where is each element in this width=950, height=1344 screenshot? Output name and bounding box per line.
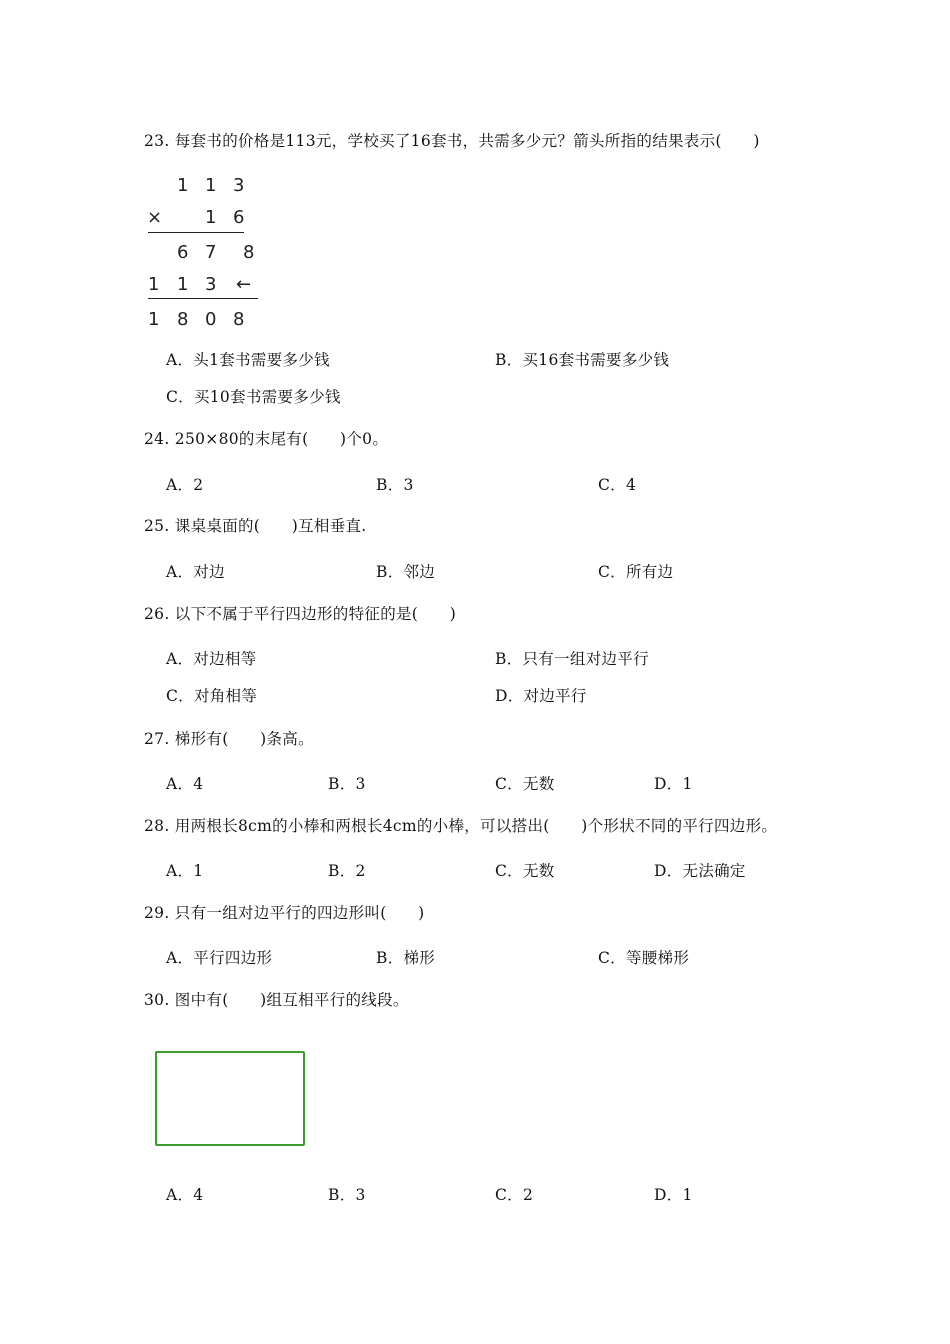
calc-digit: 6 [233, 207, 245, 228]
question-text: 梯形有( )条高。 [174, 730, 314, 748]
option-27-b[interactable]: B．3 [328, 775, 366, 793]
option-28-a[interactable]: A．1 [166, 862, 204, 880]
calc-digit: 8 [177, 309, 189, 330]
option-26-a[interactable]: A．对边相等 [166, 650, 257, 668]
question-24 [144, 427, 388, 449]
calc-digit: 0 [205, 309, 217, 330]
calc-digit: 3 [205, 274, 217, 295]
calc-digit: 8 [233, 309, 245, 330]
question-number: 26. [144, 605, 170, 623]
question-29 [144, 901, 425, 923]
vertical-multiplication [144, 172, 264, 337]
calc-digit: 3 [233, 175, 245, 196]
question-text: 图中有( )组互相平行的线段。 [174, 991, 409, 1009]
option-29-b[interactable]: B．梯形 [376, 949, 436, 967]
question-text: 以下不属于平行四边形的特征的是( ) [174, 605, 457, 623]
option-25-a[interactable]: A．对边 [166, 563, 225, 581]
option-26-b[interactable]: B．只有一组对边平行 [495, 650, 649, 668]
option-23-a[interactable]: A．头1套书需要多少钱 [166, 351, 330, 369]
calc-digit: 1 [177, 274, 189, 295]
option-26-c[interactable]: C．对角相等 [166, 687, 258, 705]
question-text: 用两根长8cm的小棒和两根长4cm的小棒，可以搭出( )个形状不同的平行四边形。 [174, 817, 778, 835]
option-23-b[interactable]: B．买16套书需要多少钱 [495, 351, 670, 369]
option-24-c[interactable]: C．4 [598, 476, 637, 494]
option-29-c[interactable]: C．等腰梯形 [598, 949, 690, 967]
times-sign: × [147, 207, 163, 228]
option-26-d[interactable]: D．对边平行 [495, 687, 587, 705]
option-25-b[interactable]: B．邻边 [376, 563, 436, 581]
question-26 [144, 602, 456, 624]
question-text: 课桌桌面的( )互相垂直. [174, 517, 367, 535]
option-30-d[interactable]: D．1 [654, 1186, 693, 1204]
question-text: 只有一组对边平行的四边形叫( ) [174, 904, 425, 922]
option-25-c[interactable]: C．所有边 [598, 563, 674, 581]
calc-digit: 1 [205, 207, 217, 228]
question-number: 28. [144, 817, 170, 835]
calc-digit: 1 [148, 274, 160, 295]
option-27-d[interactable]: D．1 [654, 775, 693, 793]
option-24-b[interactable]: B．3 [376, 476, 414, 494]
question-text: 250×80的末尾有( )个0。 [174, 430, 389, 448]
option-23-c[interactable]: C．买10套书需要多少钱 [166, 388, 341, 406]
arrow-left-icon: ← [236, 274, 252, 295]
option-28-c[interactable]: C．无数 [495, 862, 555, 880]
calc-digit: 1 [205, 175, 217, 196]
question-25 [144, 514, 367, 536]
calc-line [148, 298, 258, 299]
question-number: 30. [144, 991, 170, 1009]
option-30-c[interactable]: C．2 [495, 1186, 534, 1204]
calc-line [148, 232, 244, 233]
calc-digit: 7 [205, 242, 217, 263]
question-28 [144, 814, 777, 836]
option-30-b[interactable]: B．3 [328, 1186, 366, 1204]
question-number: 25. [144, 517, 170, 535]
calc-digit: 1 [177, 175, 189, 196]
calc-digit: 8 [243, 242, 255, 263]
calc-digit: 1 [148, 309, 160, 330]
rectangle-figure [155, 1051, 305, 1146]
option-29-a[interactable]: A．平行四边形 [166, 949, 273, 967]
option-28-b[interactable]: B．2 [328, 862, 366, 880]
question-23 [144, 129, 760, 151]
option-27-c[interactable]: C．无数 [495, 775, 555, 793]
option-28-d[interactable]: D．无法确定 [654, 862, 746, 880]
option-30-a[interactable]: A．4 [166, 1186, 204, 1204]
calc-digit: 6 [177, 242, 189, 263]
question-text: 每套书的价格是113元，学校买了16套书，共需多少元？箭头所指的结果表示( ) [174, 132, 760, 150]
question-27 [144, 727, 314, 749]
question-30 [144, 988, 409, 1010]
question-number: 29. [144, 904, 170, 922]
option-24-a[interactable]: A．2 [166, 476, 204, 494]
question-number: 27. [144, 730, 170, 748]
question-number: 23. [144, 132, 170, 150]
question-number: 24. [144, 430, 170, 448]
option-27-a[interactable]: A．4 [166, 775, 204, 793]
